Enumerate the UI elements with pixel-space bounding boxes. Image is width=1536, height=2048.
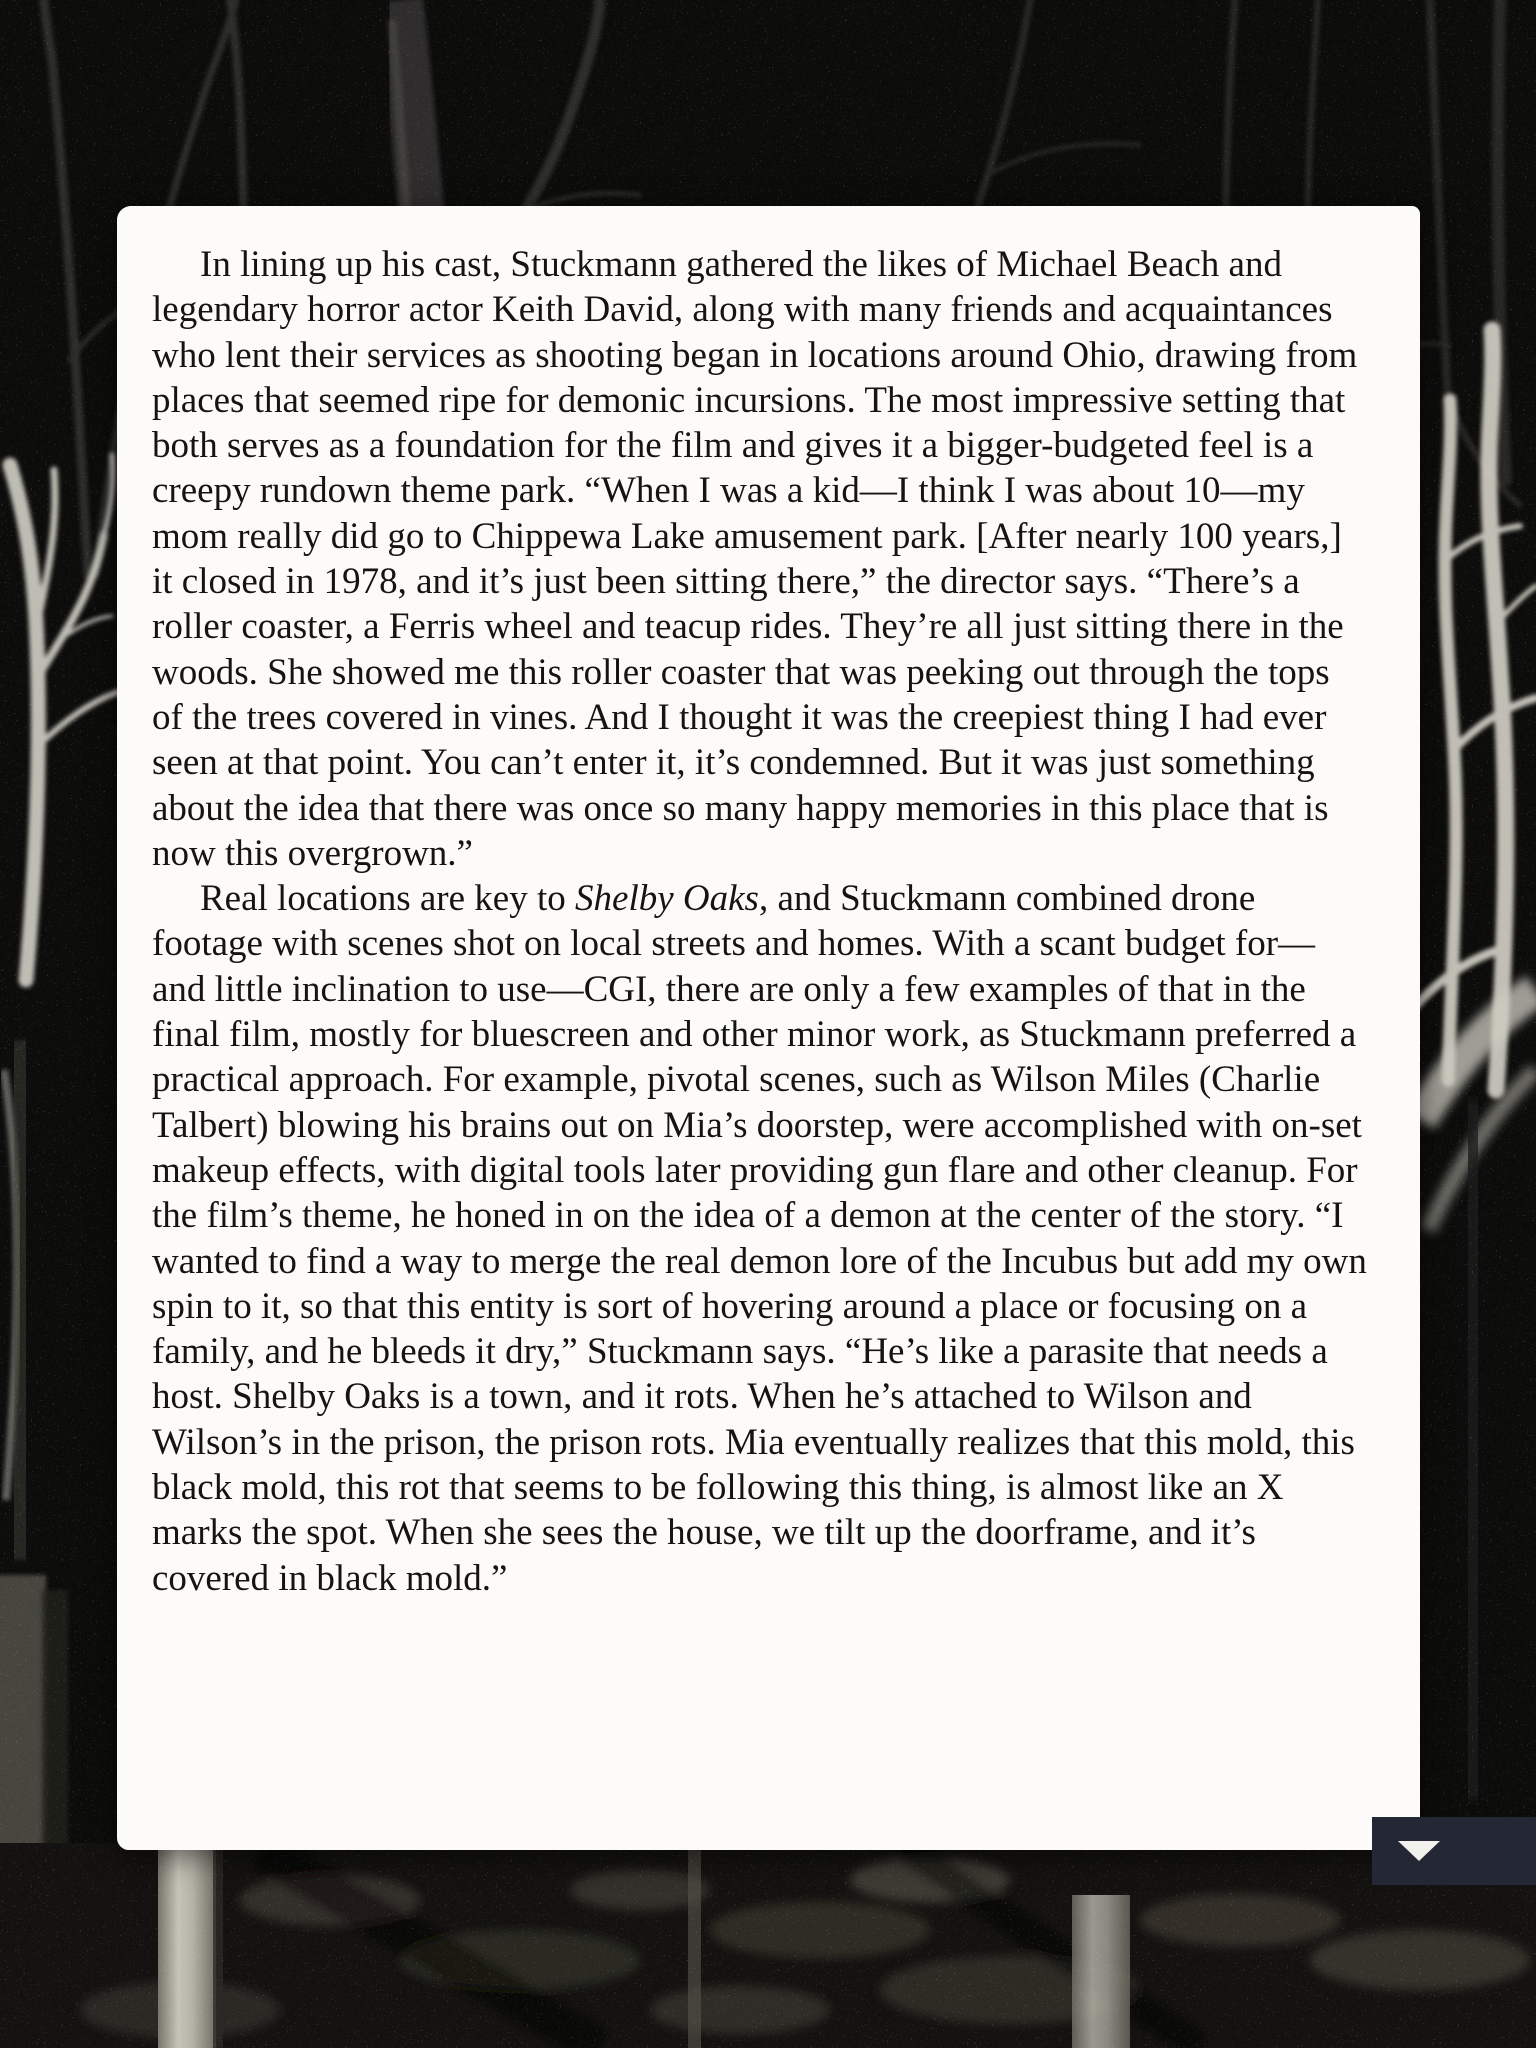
paragraph-2-text-before-title: Real locations are key to (200, 878, 576, 920)
paragraph-2-text-after-title: , and Stuckmann combined drone footage with scenes shot on local streets and homes. With a scant budget for—and little inclination to use—CGI, there are only a few examples of that in the final film, mostly for bluescreen and other minor work, as Stuckmann preferred a practical approach. For example, pivotal scenes, such as Wilson Miles (Charlie Talbert) blowing his brains out on Mia’s doorstep, were accomplished with on-set makeup effects, with digital tools later providing gun flare and other cleanup. For the film’s theme, he honed in on the idea of a demon at the center of the story. “I wanted to find a way to merge the real demon lore of the Incubus but add my own spin to it, so that this entity is sort of hovering around a place or focusing on a family, and he bleeds it dry,” Stuckmann says. “He’s like a parasite that needs a host. Shelby Oaks is a town, and it rots. When he’s attached to Wilson and Wilson’s in the prison, the prison rots. Mia eventually realizes that this mold, this black mold, this rot that seems to be following this thing, is almost like an X marks the spot. When she sees the house, we tilt up the doorframe, and it’s covered in black mold.” (152, 878, 1367, 1599)
film-title-italic: Shelby Oaks (575, 878, 759, 920)
article-card (117, 206, 1420, 1850)
article-paragraph-2 (152, 876, 1368, 1601)
chevron-down-icon (1398, 1841, 1440, 1861)
scroll-down-button[interactable] (1372, 1817, 1536, 1885)
article-paragraph-1: In lining up his cast, Stuckmann gathered the likes of Michael Beach and legendary horror actor Keith David, along with many friends and acquaintances who lent their services as shooting began in locations around Ohio, drawing from places that seemed ripe for demonic incursions. The most impressive setting that both serves as a foundation for the film and gives it a bigger-budgeted feel is a creepy rundown theme park. “When I was a kid—I think I was about 10—my mom really did go to Chippewa Lake amusement park. [After nearly 100 years,] it closed in 1978, and it’s just been sitting there,” the director says. “There’s a roller coaster, a Ferris wheel and teacup rides. They’re all just sitting there in the woods. She showed me this roller coaster that was peeking out through the tops of the trees covered in vines. And I thought it was the creepiest thing I had ever seen at that point. You can’t enter it, it’s condemned. But it was just something about the idea that there was once so many happy memories in this place that is now this overgrown.” (152, 244, 1358, 874)
article-text (152, 242, 1368, 1601)
